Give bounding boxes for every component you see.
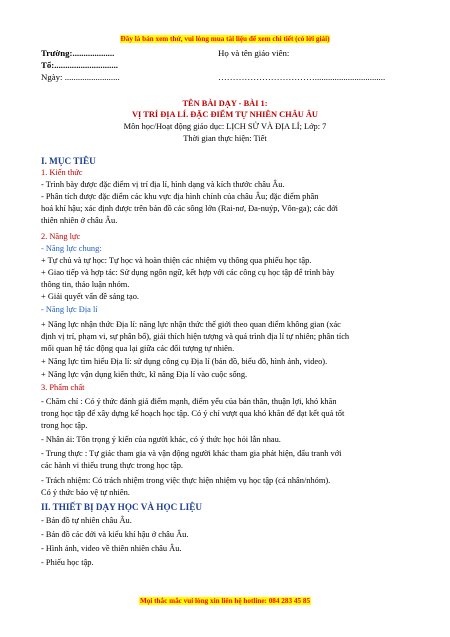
time-line: Thời gian thực hiện: Tiết <box>183 134 267 143</box>
subheading-competence: 2. Năng lực <box>41 232 81 241</box>
quality-3-line1: - Trung thực : Tự giác tham gia và vận động người khác tham gia phát hiện, đấu tranh với <box>41 449 342 458</box>
lesson-title-line1: TÊN BÀI DẠY - BÀI 1: <box>182 99 268 108</box>
subheading-qualities: 3. Phẩm chất <box>41 383 85 392</box>
quality-4-line1: - Trách nhiệm: Có trách nhiệm trong việc thực hiện nhiệm vụ học tập (cá nhân/nhóm). <box>41 476 331 485</box>
quality-1-line1: - Chăm chỉ : Có ý thức đánh giá điểm mạnh, điểm yếu của bản thân, thuận lợi, khó khăn <box>41 397 337 406</box>
geography-competence-1-line2: định vị trí, phạm vi, sự phân bố), giải thích hiện tượng và quá trình địa lí tự nhiên; phân tích <box>41 332 350 341</box>
quality-3-line2: các hành vi thiếu trung thực trong học tập. <box>41 461 183 470</box>
general-competence-1: + Tự chủ và tự học: Tự học và hoàn thiện các nhiệm vụ thông qua phiếu học tập. <box>41 256 312 265</box>
geography-competence-1-line3: mối quan hệ tác động qua lại giữa các đối tượng tự nhiên. <box>41 344 235 353</box>
hotline-banner-text: Mọi thắc mắc vui lòng xin liên hệ hotline: 084 283 45 85 <box>139 597 311 605</box>
equipment-item-2: - Bản đồ các đới và kiểu khí hậu ở châu Âu. <box>41 530 189 539</box>
geography-competence-1-line1: + Năng lực nhận thức Địa lí: năng lực nhận thức thế giới theo quan điểm không gian (xác <box>41 320 341 329</box>
lesson-title-line2: VỊ TRÍ ĐỊA LÍ. ĐẶC ĐIỂM TỰ NHIÊN CHÂU ÂU <box>132 110 318 119</box>
subject-line: Môn học/Hoạt động giáo dục: LỊCH SỬ VÀ ĐỊA LÍ; Lớp: 7 <box>123 122 327 131</box>
knowledge-item-2-line2: hoá khí hậu; xác định được trên bản đồ các sông lớn (Rai-nơ, Đa-nuýp, Vôn-ga); các đới <box>41 204 338 213</box>
equipment-item-1: - Bản đồ tự nhiên châu Âu. <box>41 516 132 525</box>
knowledge-item-2-line1: - Phân tích được đặc điểm các khu vực địa hình chính của châu Âu; đặc điểm phân <box>41 192 319 201</box>
geography-competence-2: + Năng lực tìm hiểu Địa lí: sử dụng công cụ Địa lí (bản đồ, biểu đồ, hình ảnh, video). <box>41 357 328 366</box>
school-field: Trường:................... <box>41 48 115 58</box>
general-competence-2-line1: + Giao tiếp và hợp tác: Sử dụng ngôn ngữ, kết hợp với các công cụ học tập để trình bày <box>41 268 335 277</box>
quality-4-line2: Có ý thức bảo vệ tự nhiên. <box>41 488 130 497</box>
hotline-banner <box>0 590 450 608</box>
preview-banner-text: Đây là bản xem thử, vui lòng mua tài liệu để xem chi tiết (có lời giải) <box>120 35 330 43</box>
general-competence-2-line2: thông tin, thảo luận nhóm. <box>41 280 130 289</box>
teacher-name-label: Họ và tên giáo viên: <box>218 48 290 58</box>
geography-competence-3: + Năng lực vận dụng kiến thức, kĩ năng Địa lí vào cuộc sống. <box>41 370 248 379</box>
quality-2: - Nhân ái: Tôn trọng ý kiến của người khác, có ý thức học hỏi lẫn nhau. <box>41 435 281 444</box>
equipment-item-3: - Hình ảnh, video về thiên nhiên châu Âu. <box>41 544 182 553</box>
general-competence-3: + Giải quyết vấn đề sáng tạo. <box>41 292 139 301</box>
knowledge-item-2-line3: thiên nhiên ở châu Âu. <box>41 216 118 225</box>
geography-competence-label: - Năng lực Địa lí <box>41 305 98 314</box>
quality-1-line3: trong học tập. <box>41 421 88 430</box>
section-heading-equipment: II. THIẾT BỊ DẠY HỌC VÀ HỌC LIỆU <box>41 502 202 512</box>
department-field: Tổ:............................. <box>41 60 118 70</box>
quality-1-line2: trong học tập để xây dựng kế hoạch học tập. Có ý chí vượt qua khó khăn để đạt kết quả tốt <box>41 409 345 418</box>
general-competence-label: - Năng lực chung: <box>41 244 102 253</box>
date-field: Ngày: ......................... <box>41 72 120 82</box>
preview-banner <box>0 28 450 46</box>
knowledge-item-1: - Trình bày được đặc điểm vị trí địa lí, hình dạng và kích thước châu Âu. <box>41 180 285 189</box>
teacher-name-dots: ……………………………................................ <box>218 72 386 82</box>
equipment-item-4: - Phiếu học tập. <box>41 558 94 567</box>
subheading-knowledge: 1. Kiến thức <box>41 168 83 177</box>
section-heading-objectives: I. MỤC TIÊU <box>41 156 96 166</box>
